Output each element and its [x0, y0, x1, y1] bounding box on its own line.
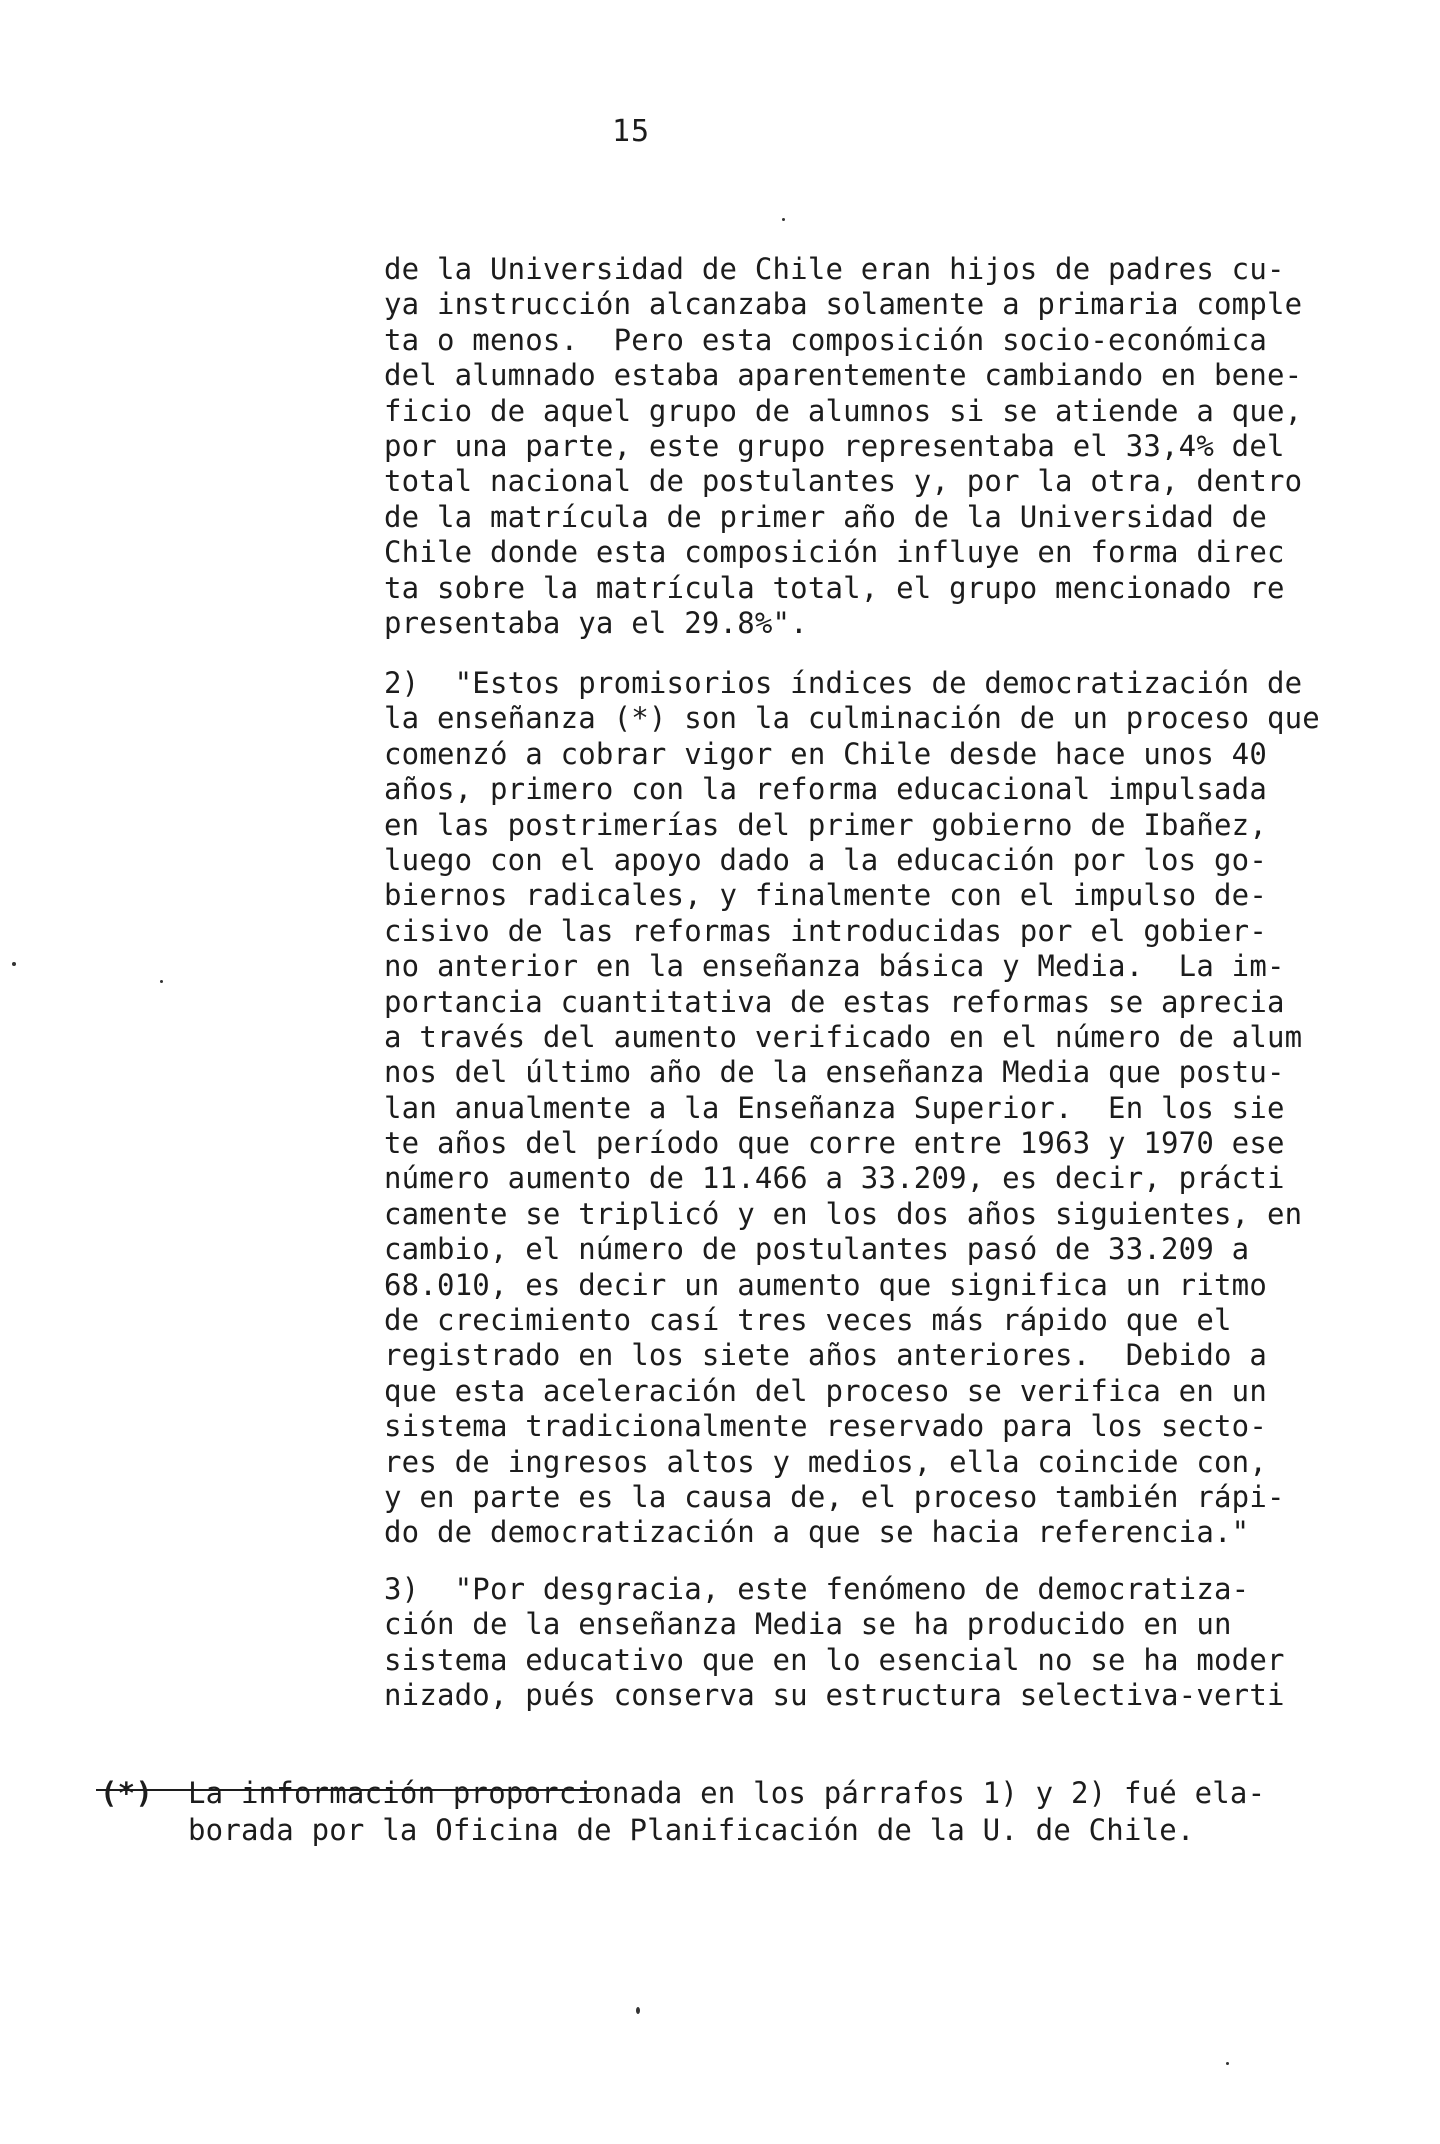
text-line: 2) "Estos promisorios índices de democratización de [384, 666, 1303, 700]
text-line: no anterior en la enseñanza básica y Media. La im- [384, 949, 1285, 984]
scan-speck [160, 980, 163, 983]
text-line: luego con el apoyo dado a la educación por los go- [384, 842, 1267, 877]
footnote-line [100, 1775, 1360, 1812]
footnote-marker: (*) [100, 1776, 153, 1810]
text-line: por una parte, este grupo representaba el 33,4% del [384, 428, 1285, 463]
text-line: la enseñanza (*) son la culminación de un proceso que [384, 701, 1320, 736]
text-line: cambio, el número de postulantes pasó de 33.209 a [384, 1232, 1250, 1267]
text-line: Chile donde esta composición influye en forma direc [384, 535, 1285, 570]
text-line: de la Universidad de Chile eran hijos de padres cu- [384, 252, 1285, 286]
text-line: lan anualmente a la Enseñanza Superior. En los sie [384, 1090, 1285, 1125]
text-line: total nacional de postulantes y, por la otra, dentro [384, 464, 1303, 499]
text-line: que esta aceleración del proceso se verifica en un [384, 1373, 1267, 1408]
text-line: de crecimiento casí tres veces más rápido que el [384, 1303, 1232, 1338]
text-line: presentaba ya el 29.8%". [384, 605, 808, 640]
text-line: nos del último año de la enseñanza Media que postu- [384, 1055, 1285, 1090]
text-line: cisivo de las reformas introducidas por el gobier- [384, 913, 1267, 948]
paragraph-1 [384, 252, 1374, 641]
text-line: camente se triplicó y en los dos años siguientes, en [384, 1196, 1303, 1231]
scan-speck [782, 218, 785, 221]
text-line: ya instrucción alcanzaba solamente a primaria comple [384, 287, 1303, 322]
text-line: ción de la enseñanza Media se ha producido en un [384, 1607, 1232, 1642]
paragraph-3 [384, 1572, 1374, 1714]
text-line: comenzó a cobrar vigor en Chile desde hace unos 40 [384, 736, 1267, 771]
text-line: res de ingresos altos y medios, ella coincide con, [384, 1444, 1267, 1479]
text-line: biernos radicales, y finalmente con el impulso de- [384, 878, 1267, 913]
page-number: 15 [612, 114, 651, 149]
text-line: de la matrícula de primer año de la Universidad de [384, 499, 1267, 534]
text-line: 3) "Por desgracia, este fenómeno de democratiza- [384, 1572, 1250, 1606]
text-line: nizado, pués conserva su estructura selectiva-verti [384, 1678, 1285, 1713]
text-line: registrado en los siete años anteriores. Debido a [384, 1338, 1267, 1373]
text-line: en las postrimerías del primer gobierno de Ibañez, [384, 807, 1267, 842]
scan-speck [636, 2007, 640, 2014]
text-line: y en parte es la causa de, el proceso también rápi- [384, 1479, 1285, 1514]
scan-speck [12, 962, 16, 966]
scan-speck [1226, 2062, 1229, 2065]
text-line: portancia cuantitativa de estas reformas se aprecia [384, 984, 1285, 1019]
paragraph-2 [384, 666, 1374, 1551]
footnote-line [100, 1812, 1360, 1849]
text-line: años, primero con la reforma educacional impulsada [384, 772, 1267, 807]
text-line: del alumnado estaba aparentemente cambiando en bene- [384, 358, 1303, 393]
text-line: 68.010, es decir un aumento que significa un ritmo [384, 1267, 1267, 1302]
text-line: te años del período que corre entre 1963 y 1970 ese [384, 1126, 1285, 1161]
footnote-text: borada por la Oficina de Planificación de la U. de Chile. [188, 1813, 1195, 1847]
text-line: ficio de aquel grupo de alumnos si se atiende a que, [384, 393, 1303, 428]
text-line: a través del aumento verificado en el número de alum [384, 1019, 1303, 1054]
text-line: sistema educativo que en lo esencial no se ha moder [384, 1642, 1285, 1677]
text-line: ta sobre la matrícula total, el grupo mencionado re [384, 570, 1285, 605]
footnote-text: La información proporcionada en los párrafos 1) y 2) fué ela- [188, 1776, 1266, 1810]
text-line: ta o menos. Pero esta composición socio-económica [384, 322, 1267, 357]
text-line: sistema tradicionalmente reservado para los secto- [384, 1409, 1267, 1444]
text-line: do de democratización a que se hacia referencia." [384, 1515, 1250, 1550]
footnote [100, 1775, 1360, 1849]
text-line: número aumento de 11.466 a 33.209, es decir, prácti [384, 1161, 1285, 1196]
